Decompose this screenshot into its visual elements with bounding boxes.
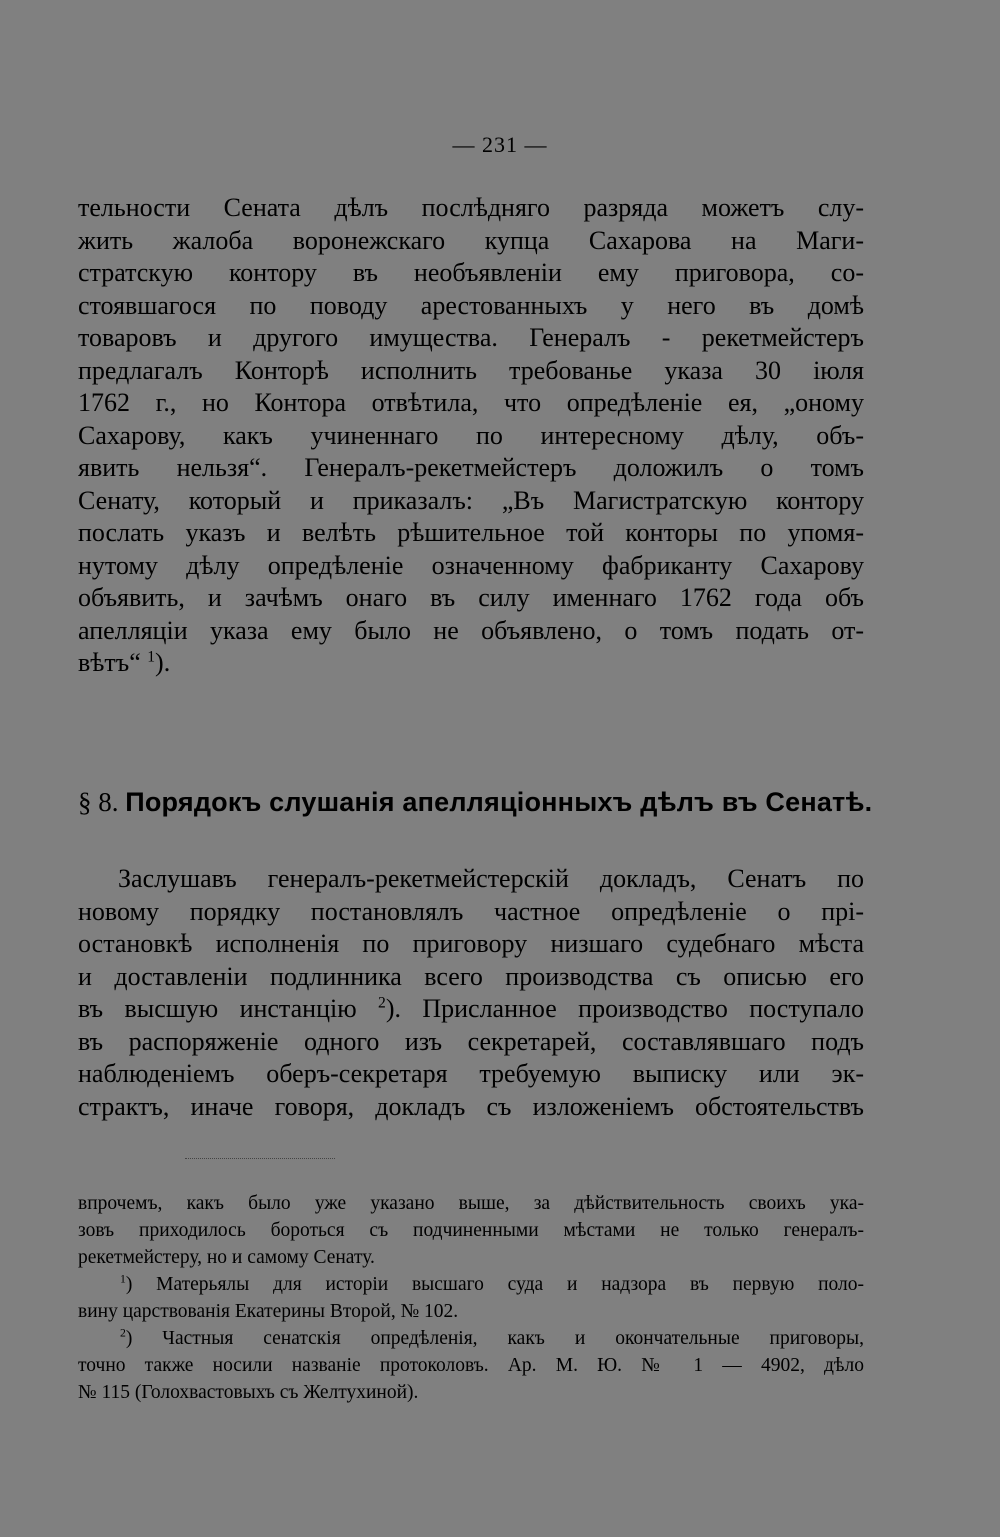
text-fragment: ). Присланное производство поступало bbox=[385, 994, 864, 1023]
footnote-line: точно также носили названіе протоколовъ. Ар. М. Ю. № 1 — 4902, дѣло bbox=[78, 1355, 864, 1376]
text-fragment: въ высшую инстанцію bbox=[78, 994, 379, 1023]
footnote-line: рекетмейстеру, но и самому Сенату. bbox=[78, 1247, 375, 1268]
footnote-text: ) Частныя сенатскія опредѣленія, какъ и окончательные приговоры, bbox=[125, 1328, 864, 1349]
text-line: явить нельзя“. Генералъ-рекетмейстеръ доложилъ о томъ bbox=[78, 453, 864, 482]
text-line: Заслушавъ генералъ-рекетмейстерскій докладъ, Сенатъ по bbox=[118, 864, 864, 893]
section-title: Порядокъ слушанія апелляціонныхъ дѣлъ въ Сенатѣ. bbox=[125, 787, 873, 817]
footnote-line: № 115 (Голохвастовыхъ съ Желтухиной). bbox=[78, 1382, 419, 1403]
text-line: Сахарову, какъ учиненнаго по интересному дѣлу, объ- bbox=[78, 420, 864, 450]
text-line: Сенату, который и приказалъ: „Въ Магистратскую контору bbox=[78, 485, 864, 515]
text-line: въ распоряженіе одного изъ секретарей, составлявшаго подъ bbox=[78, 1026, 864, 1056]
text-line bbox=[78, 993, 864, 1026]
footnote-line: вину царствованія Екатерины Второй, № 102. bbox=[78, 1301, 459, 1322]
text-line: нутому дѣлу опредѣленіе означенному фабриканту Сахарову bbox=[78, 550, 864, 580]
paragraph-1 bbox=[78, 192, 864, 680]
text-fragment: ). bbox=[155, 648, 171, 677]
text-line: остановкѣ исполненія по приговору низшаго судебнаго мѣста bbox=[78, 929, 864, 958]
text-line: стоявшагося по поводу арестованныхъ у него въ домѣ bbox=[78, 290, 864, 320]
text-fragment: вѣтъ“ bbox=[78, 648, 148, 677]
footnote-separator bbox=[185, 1158, 335, 1159]
text-line: и доставленіи подлинника всего производства съ описью его bbox=[78, 961, 864, 991]
text-line-last bbox=[78, 647, 864, 680]
paragraph-2 bbox=[78, 863, 864, 1123]
text-line: жить жалоба воронежскаго купца Сахарова на Маги- bbox=[78, 225, 864, 255]
text-line: страктъ, иначе говоря, докладъ съ изложеніемъ обстоятельствъ bbox=[78, 1091, 864, 1121]
footnotes bbox=[78, 1190, 864, 1406]
footnote-marker: 1 bbox=[120, 1272, 126, 1286]
section-sign: § 8. bbox=[78, 787, 119, 817]
footnote-1 bbox=[78, 1271, 864, 1298]
footnote-ref: 1 bbox=[147, 648, 156, 666]
footnote-ref: 2 bbox=[378, 994, 386, 1012]
section-heading bbox=[78, 782, 873, 822]
footnote-line: впрочемъ, какъ было уже указано выше, за дѣйствительность своихъ ука- bbox=[78, 1193, 864, 1214]
page-number: — 231 — bbox=[452, 132, 548, 157]
text-line: 1762 г., но Контора отвѣтила, что опредѣленіе ея, „оному bbox=[78, 388, 864, 417]
text-line: тельности Сената дѣлъ послѣдняго разряда можетъ слу- bbox=[78, 193, 864, 222]
footnote-marker: 2 bbox=[120, 1326, 126, 1340]
text-line: стратскую контору въ необъявленіи ему приговора, со- bbox=[78, 258, 864, 287]
footnote-2 bbox=[78, 1325, 864, 1352]
text-line: наблюденіемъ оберъ-секретаря требуемую выписку или эк- bbox=[78, 1059, 864, 1088]
text-line: предлагалъ Конторѣ исполнить требованье указа 30 іюля bbox=[78, 355, 864, 385]
text-line: объявить, и зачѣмъ онаго въ силу именнаго 1762 года объ bbox=[78, 583, 864, 612]
footnote-text: ) Матерьялы для исторіи высшаго суда и надзора въ первую поло- bbox=[125, 1274, 864, 1295]
text-line: послать указъ и велѣть рѣшительное той конторы по упомя- bbox=[78, 518, 864, 547]
footnote-line: зовъ приходилось бороться съ подчиненными мѣстами не только генералъ- bbox=[78, 1220, 864, 1241]
text-line: апелляціи указа ему было не объявлено, о томъ подать от- bbox=[78, 615, 864, 645]
text-line: товаровъ и другого имущества. Генералъ - рекетмейстеръ bbox=[78, 323, 864, 352]
text-line: новому порядку постановлялъ частное опредѣленіе о прі- bbox=[78, 896, 864, 926]
